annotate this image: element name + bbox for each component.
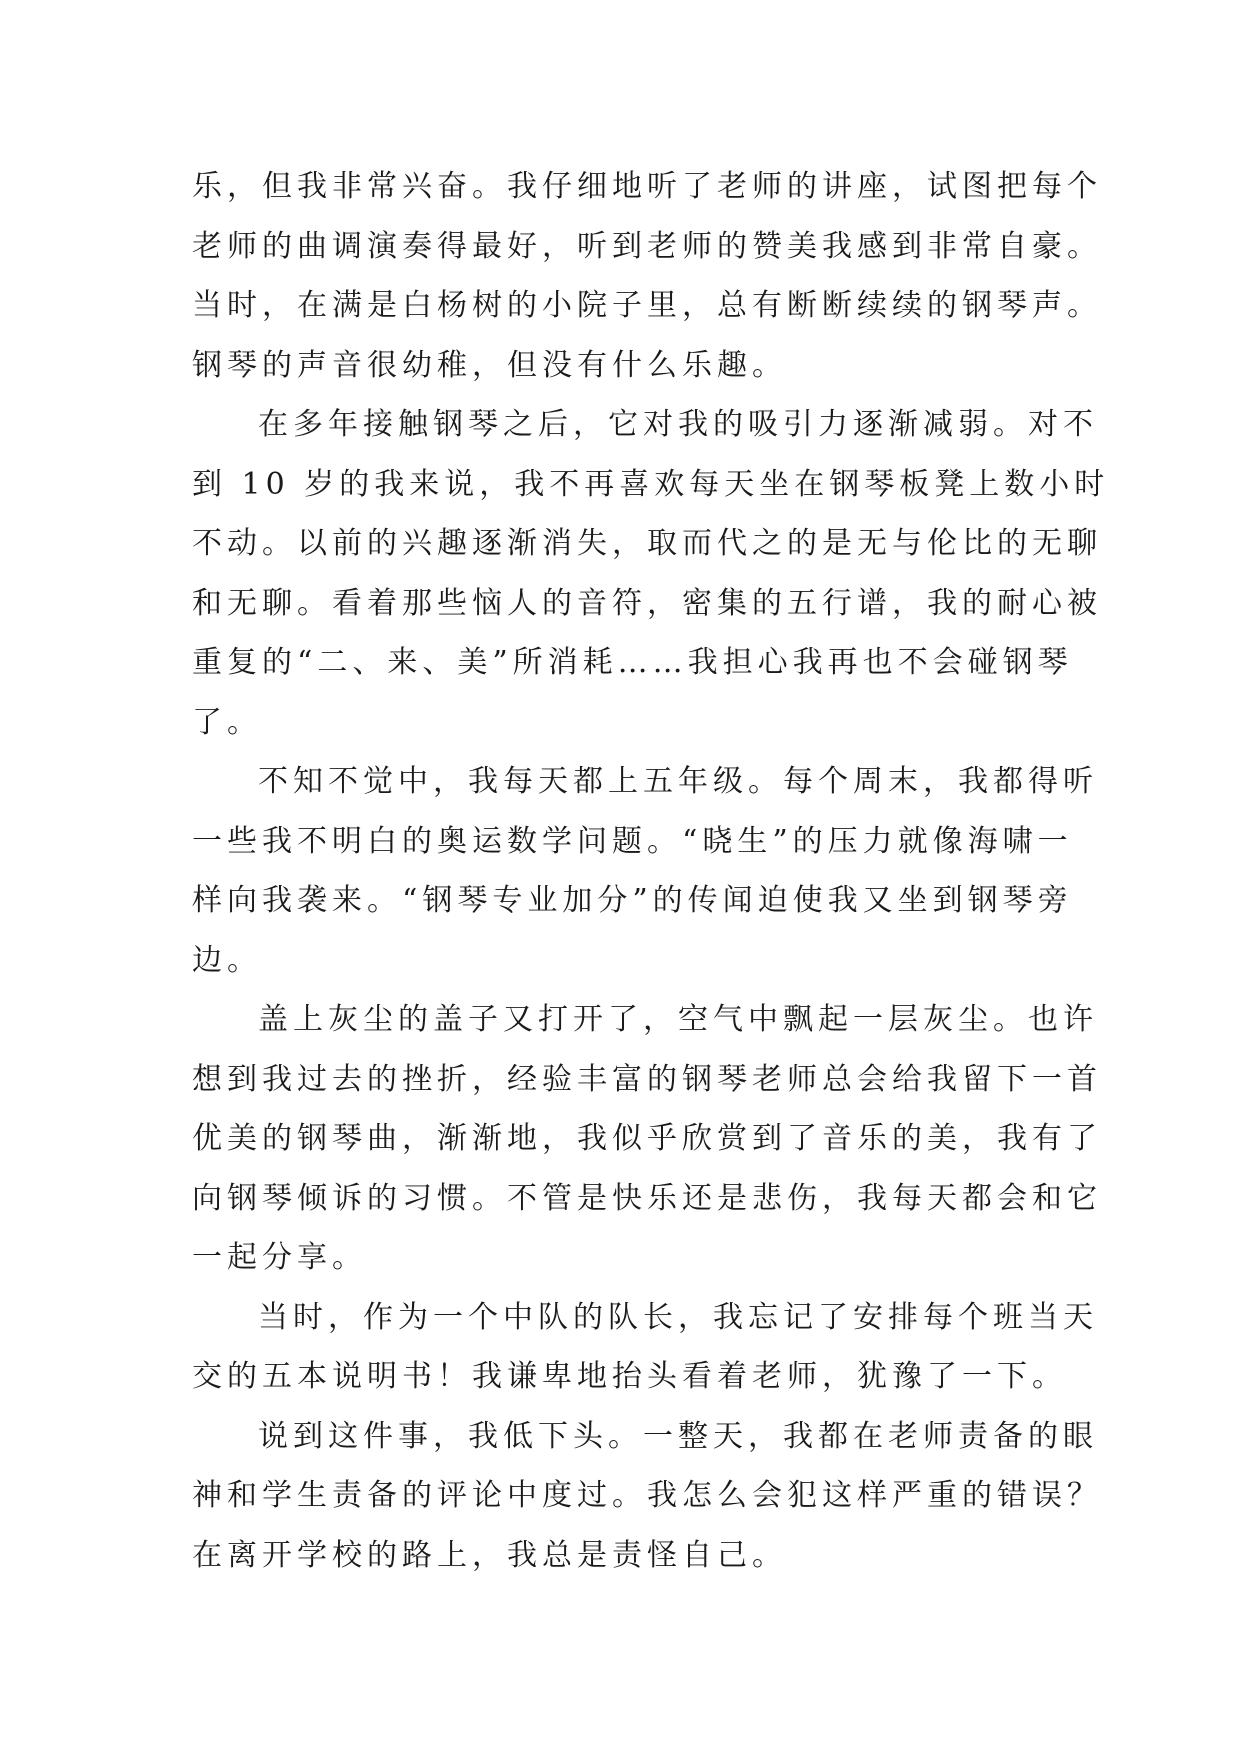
text-line: 想到我过去的挫折，经验丰富的钢琴老师总会给我留下一首 [192, 1061, 1102, 1097]
text-line: 在离开学校的路上，我总是责怪自己。 [192, 1537, 787, 1573]
text-line: 不知不觉中，我每天都上五年级。每个周末，我都得听 [258, 764, 1098, 799]
text-line: 交的五本说明书！我谦卑地抬头看着老师，犹豫了一下。 [192, 1359, 1067, 1394]
text-line: 不动。以前的兴趣逐渐消失，取而代之的是无与伦比的无聊 [192, 526, 1102, 561]
text-line: 当时，在满是白杨树的小院子里，总有断断续续的钢琴声。 [192, 288, 1102, 323]
text-line: 到 10 岁的我来说，我不再喜欢每天坐在钢琴板凳上数小时 [192, 466, 1110, 502]
body-text [192, 157, 1110, 1585]
text-line: 优美的钢琴曲，渐渐地，我似乎欣赏到了音乐的美，我有了 [192, 1121, 1102, 1156]
text-line: 一些我不明白的奥运数学问题。“晓生”的压力就像海啸一 [192, 823, 1073, 859]
text-line: 样向我袭来。“钢琴专业加分”的传闻迫使我又坐到钢琴旁 [192, 883, 1073, 918]
text-line: 边。 [192, 942, 262, 978]
paragraph [192, 157, 1102, 395]
text-line: 向钢琴倾诉的习惯。不管是快乐还是悲伤，我每天都会和它 [192, 1180, 1102, 1216]
text-line: 盖上灰尘的盖子又打开了，空气中飘起一层灰尘。也许 [258, 1002, 1098, 1037]
text-line: 神和学生责备的评论中度过。我怎么会犯这样严重的错误？ [192, 1478, 1102, 1513]
paragraph [192, 752, 1098, 990]
text-line: 一起分享。 [192, 1240, 367, 1275]
text-line: 说到这件事，我低下头。一整天，我都在老师责备的眼 [258, 1418, 1098, 1454]
text-line: 老师的曲调演奏得最好，听到老师的赞美我感到非常自豪。 [192, 228, 1102, 264]
text-line: 重复的“二、来、美”所消耗……我担心我再也不会碰钢琴 [192, 645, 1073, 680]
text-line: 在多年接触钢琴之后，它对我的吸引力逐渐减弱。对不 [258, 407, 1098, 442]
paragraph [192, 990, 1102, 1288]
text-line: 和无聊。看着那些恼人的音符，密集的五行谱，我的耐心被 [192, 585, 1102, 621]
paragraph [192, 1407, 1102, 1586]
paragraph [192, 395, 1110, 752]
text-line: 钢琴的声音很幼稚，但没有什么乐趣。 [192, 347, 787, 383]
text-line: 乐，但我非常兴奋。我仔细地听了老师的讲座，试图把每个 [192, 169, 1102, 204]
paragraph [192, 1288, 1098, 1407]
text-line: 了。 [192, 704, 262, 740]
text-line: 当时，作为一个中队的队长，我忘记了安排每个班当天 [258, 1299, 1098, 1335]
